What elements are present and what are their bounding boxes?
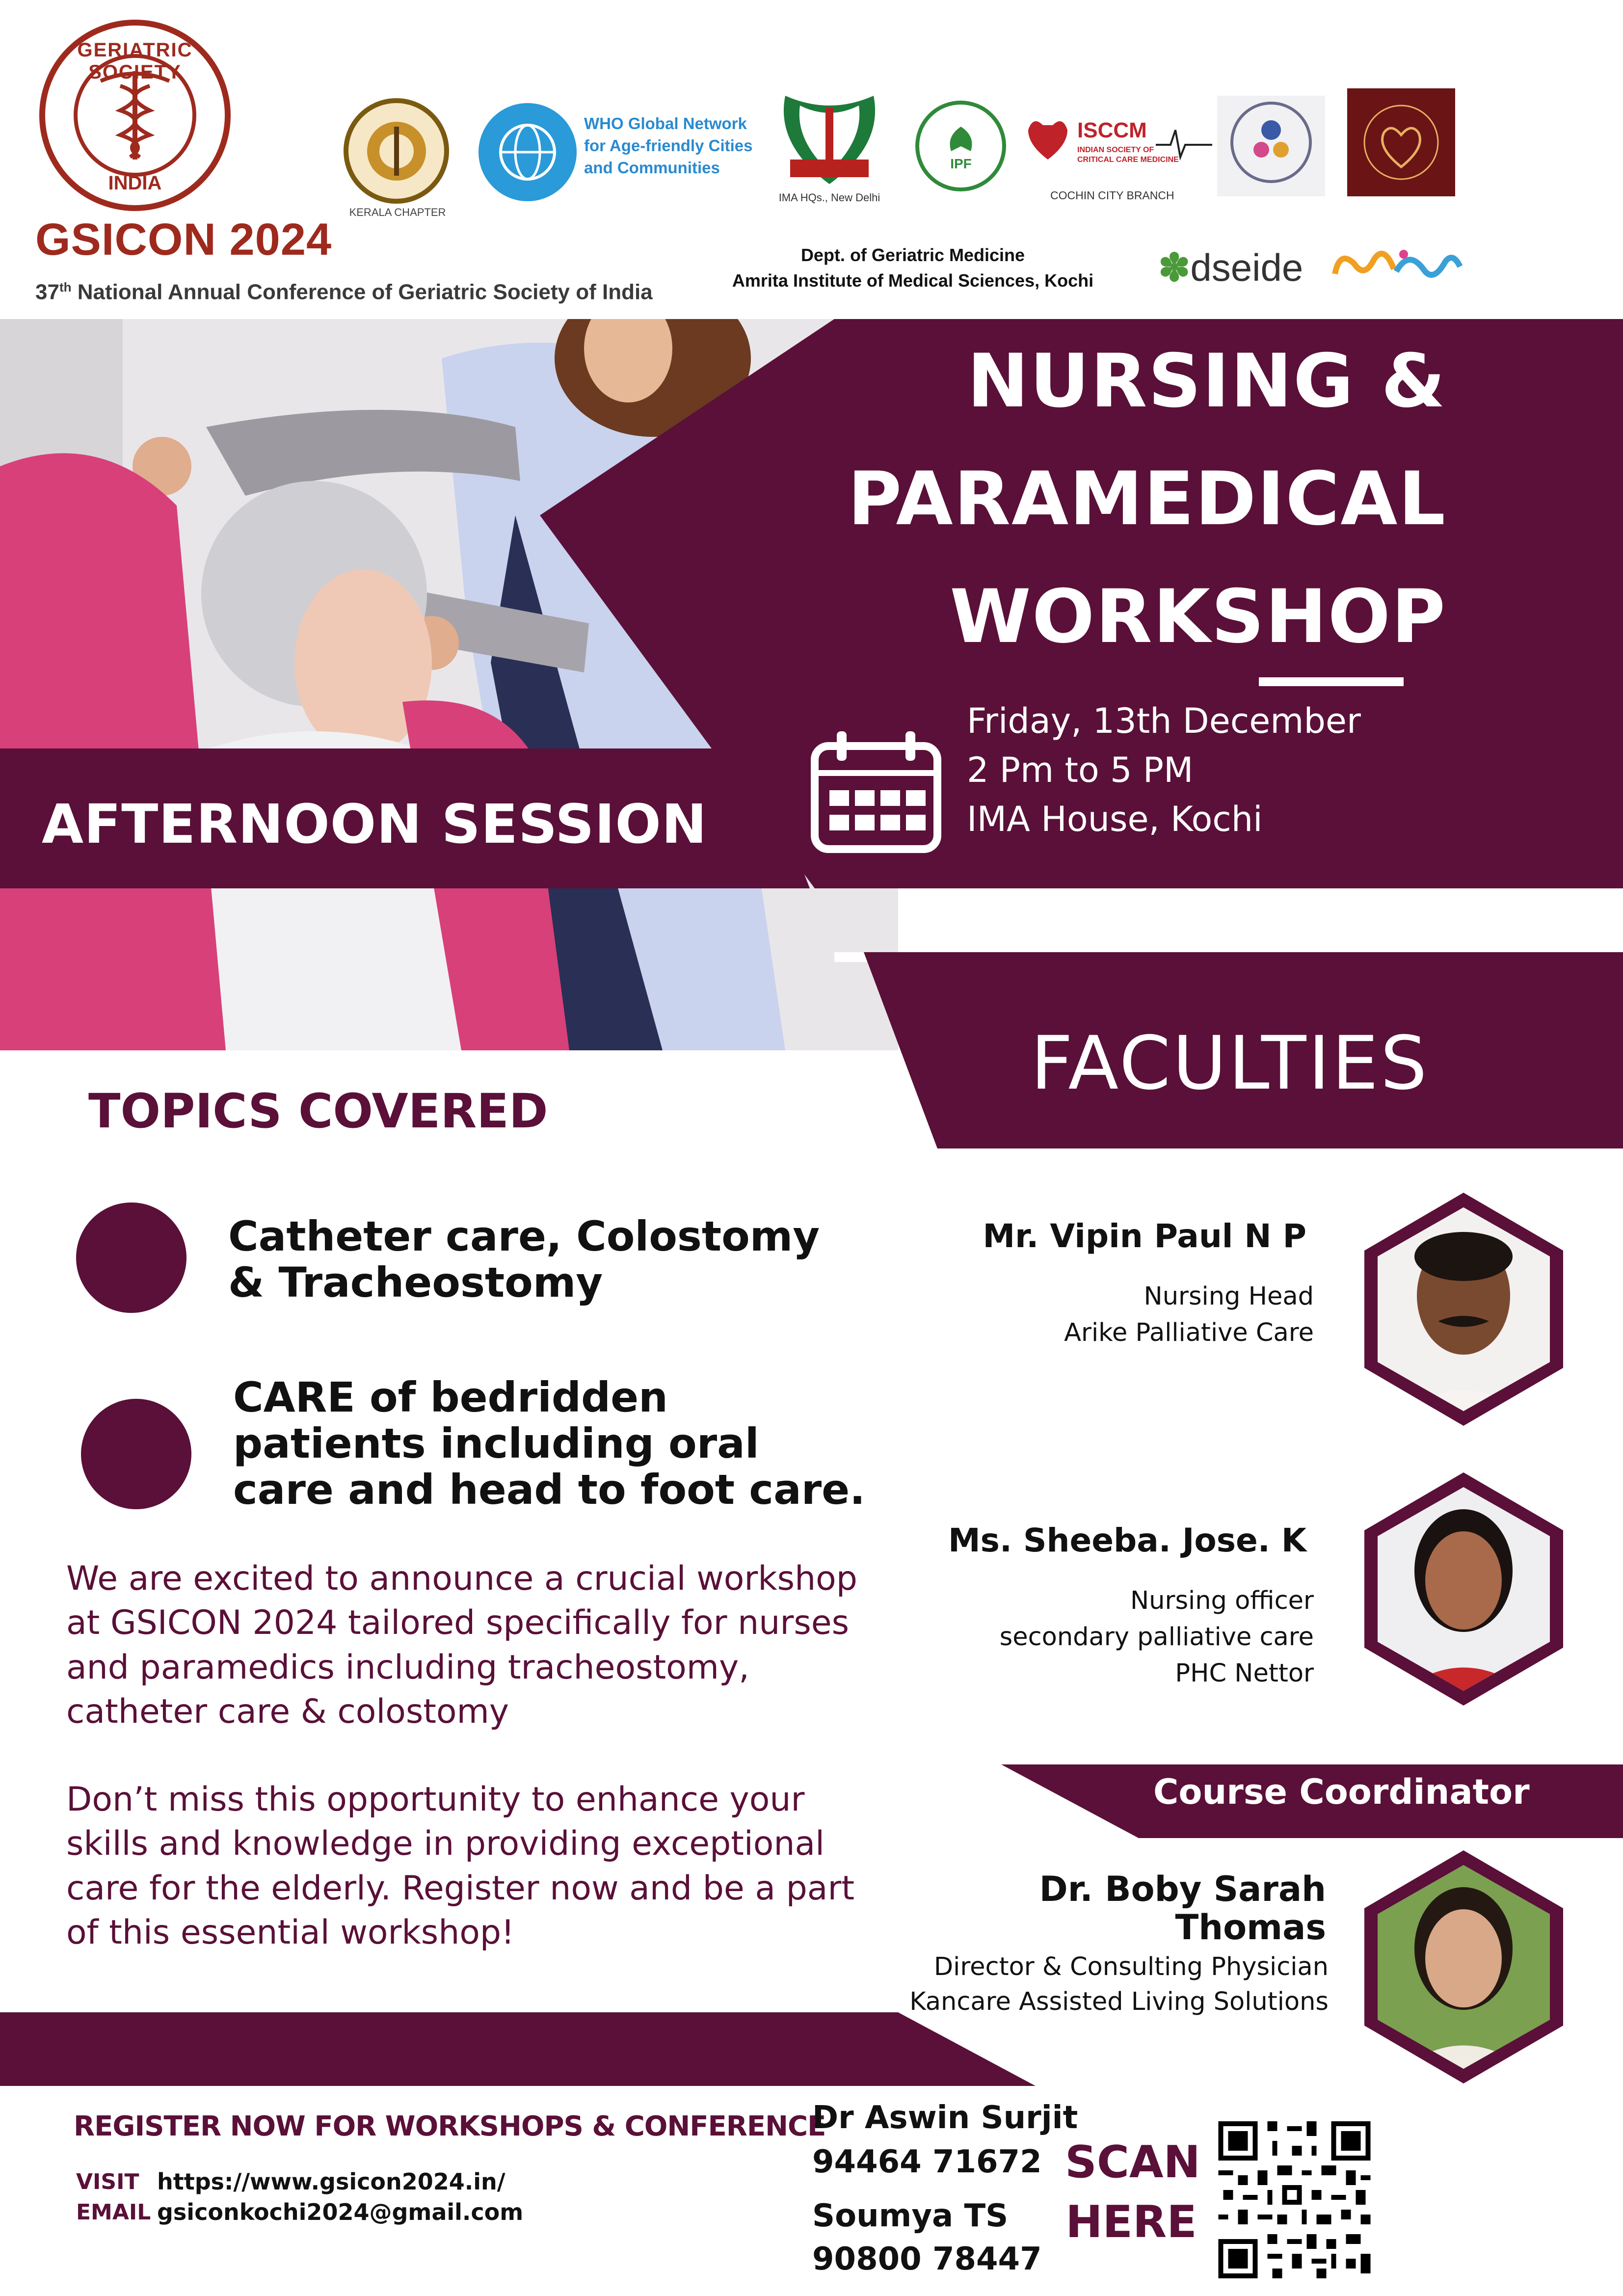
website-link[interactable]: https://www.gsicon2024.in/ [157, 2168, 506, 2195]
arike-logo [1330, 244, 1463, 289]
coordinator-role-line: Director & Consulting Physician [933, 1952, 1329, 1981]
gsi-logo-ring-text: GERIATRIC SOCIETY [77, 39, 193, 83]
dseide-logo [1158, 245, 1303, 290]
gsi-logo-country: INDIA [108, 172, 162, 194]
ipf-logo [915, 101, 1006, 191]
event-time: 2 Pm to 5 PM [967, 750, 1194, 790]
scan-line: SCAN [1065, 2136, 1200, 2188]
email-link[interactable]: gsiconkochi2024@gmail.com [157, 2199, 524, 2225]
coordinator-role [909, 1949, 1329, 2020]
coordinator-photo [1359, 1850, 1568, 2083]
email-label: EMAIL [76, 2200, 151, 2225]
who-line-1: WHO Global Network [584, 114, 747, 133]
qr-code[interactable] [1212, 2116, 1377, 2283]
topic-item: Catheter care, Colostomy & Tracheostomy [228, 1212, 820, 1307]
calendar-icon [810, 731, 942, 854]
faculty-name: Ms. Sheeba. Jose. K [948, 1522, 1306, 1559]
workshop-title-line-2: PARAMEDICAL [848, 456, 1446, 542]
coordinator-name-line: Dr. Boby Sarah [1039, 1869, 1326, 1909]
faculty-role-line: Arike Palliative Care [1064, 1318, 1314, 1347]
bullet-icon [76, 1202, 186, 1313]
svg-text:IPF: IPF [950, 156, 972, 171]
isccm-logo [1023, 110, 1215, 174]
topic-item: CARE of bedridden patients including oral care and head to foot care. [233, 1373, 866, 1514]
faculties-heading: FACULTIES [1031, 1021, 1429, 1106]
visit-label: VISIT [76, 2169, 139, 2194]
who-network-text [584, 113, 753, 179]
dseide-mark-icon: ✽ [1158, 246, 1191, 289]
contact-phone[interactable]: 90800 78447 [812, 2241, 1042, 2277]
heart-society-logo [1347, 88, 1455, 196]
who-line-2: for Age-friendly Cities [584, 136, 753, 155]
faculty-role [1000, 1583, 1314, 1692]
department-text [707, 242, 1119, 294]
faculty-photo [1359, 1472, 1568, 1706]
coordinator-name-line: Thomas [1175, 1907, 1326, 1948]
event-date: Friday, 13th December [967, 701, 1361, 741]
contact-name: Soumya TS [812, 2198, 1009, 2234]
ima-logo-caption: IMA HQs., New Delhi [778, 191, 880, 204]
age-friendly-kochi-logo [1217, 96, 1325, 196]
workshop-title-line-1: NURSING & [967, 339, 1446, 424]
api-logo-caption: KERALA CHAPTER [349, 206, 446, 218]
event-venue: IMA House, Kochi [967, 799, 1263, 839]
faculty-role [1064, 1279, 1314, 1351]
conference-subtitle-text: National Annual Conference of Geriatric Society of India [77, 280, 653, 304]
bullet-icon [81, 1399, 191, 1509]
svg-text:ISCCM: ISCCM [1077, 118, 1147, 142]
conference-ordinal-suffix: th [59, 280, 72, 294]
topics-heading: TOPICS COVERED [88, 1084, 548, 1139]
session-label: AFTERNOON SESSION [42, 793, 707, 855]
svg-text:CRITICAL CARE MEDICINE: CRITICAL CARE MEDICINE [1077, 156, 1179, 164]
dseide-wordmark: dseide [1190, 246, 1304, 289]
description-paragraph: Don’t miss this opportunity to enhance your skills and knowledge in providing exceptional care for the elderly. Register now and be a part of this essential workshop! [66, 1780, 855, 1952]
footer-banner [0, 2012, 1036, 2086]
coordinator-name [1039, 1870, 1326, 1947]
faculty-photo [1359, 1193, 1568, 1426]
faculty-role-line: Nursing Head [1144, 1282, 1314, 1311]
faculty-role-line: secondary palliative care [999, 1622, 1314, 1652]
title-underline [1259, 677, 1404, 686]
who-logo [479, 103, 577, 201]
conference-ordinal: 37 [35, 280, 59, 304]
register-cta: REGISTER NOW FOR WORKSHOPS & CONFERENCE [74, 2110, 826, 2142]
contact-phone[interactable]: 94464 71672 [812, 2144, 1042, 2180]
coordinator-role-line: Kancare Assisted Living Solutions [909, 1987, 1329, 2017]
faculty-name: Mr. Vipin Paul N P [983, 1217, 1306, 1255]
svg-text:INDIAN SOCIETY OF: INDIAN SOCIETY OF [1077, 146, 1154, 154]
api-logo [344, 98, 449, 204]
faculty-role-line: Nursing officer [1130, 1586, 1314, 1615]
coordinator-heading: Course Coordinator [1153, 1772, 1530, 1812]
scan-line: HERE [1065, 2196, 1197, 2248]
isccm-logo-caption: COCHIN CITY BRANCH [1050, 189, 1174, 202]
ima-logo [771, 86, 888, 191]
who-line-3: and Communities [584, 158, 720, 177]
conference-subtitle [35, 280, 653, 305]
scan-here-label [1065, 2133, 1200, 2252]
workshop-title-line-3: WORKSHOP [950, 574, 1446, 660]
contact-name: Dr Aswin Surjit [812, 2100, 1078, 2136]
department-line-2: Amrita Institute of Medical Sciences, Kochi [732, 270, 1094, 291]
faculty-role-line: PHC Nettor [1175, 1658, 1314, 1688]
description-paragraph: We are excited to announce a crucial workshop at GSICON 2024 tailored specifically for nurses and paramedics including tracheostomy, catheter care & colostomy [66, 1559, 857, 1732]
conference-title: GSICON 2024 [35, 214, 332, 265]
gsi-logo [39, 20, 231, 211]
department-line-1: Dept. of Geriatric Medicine [800, 245, 1025, 265]
